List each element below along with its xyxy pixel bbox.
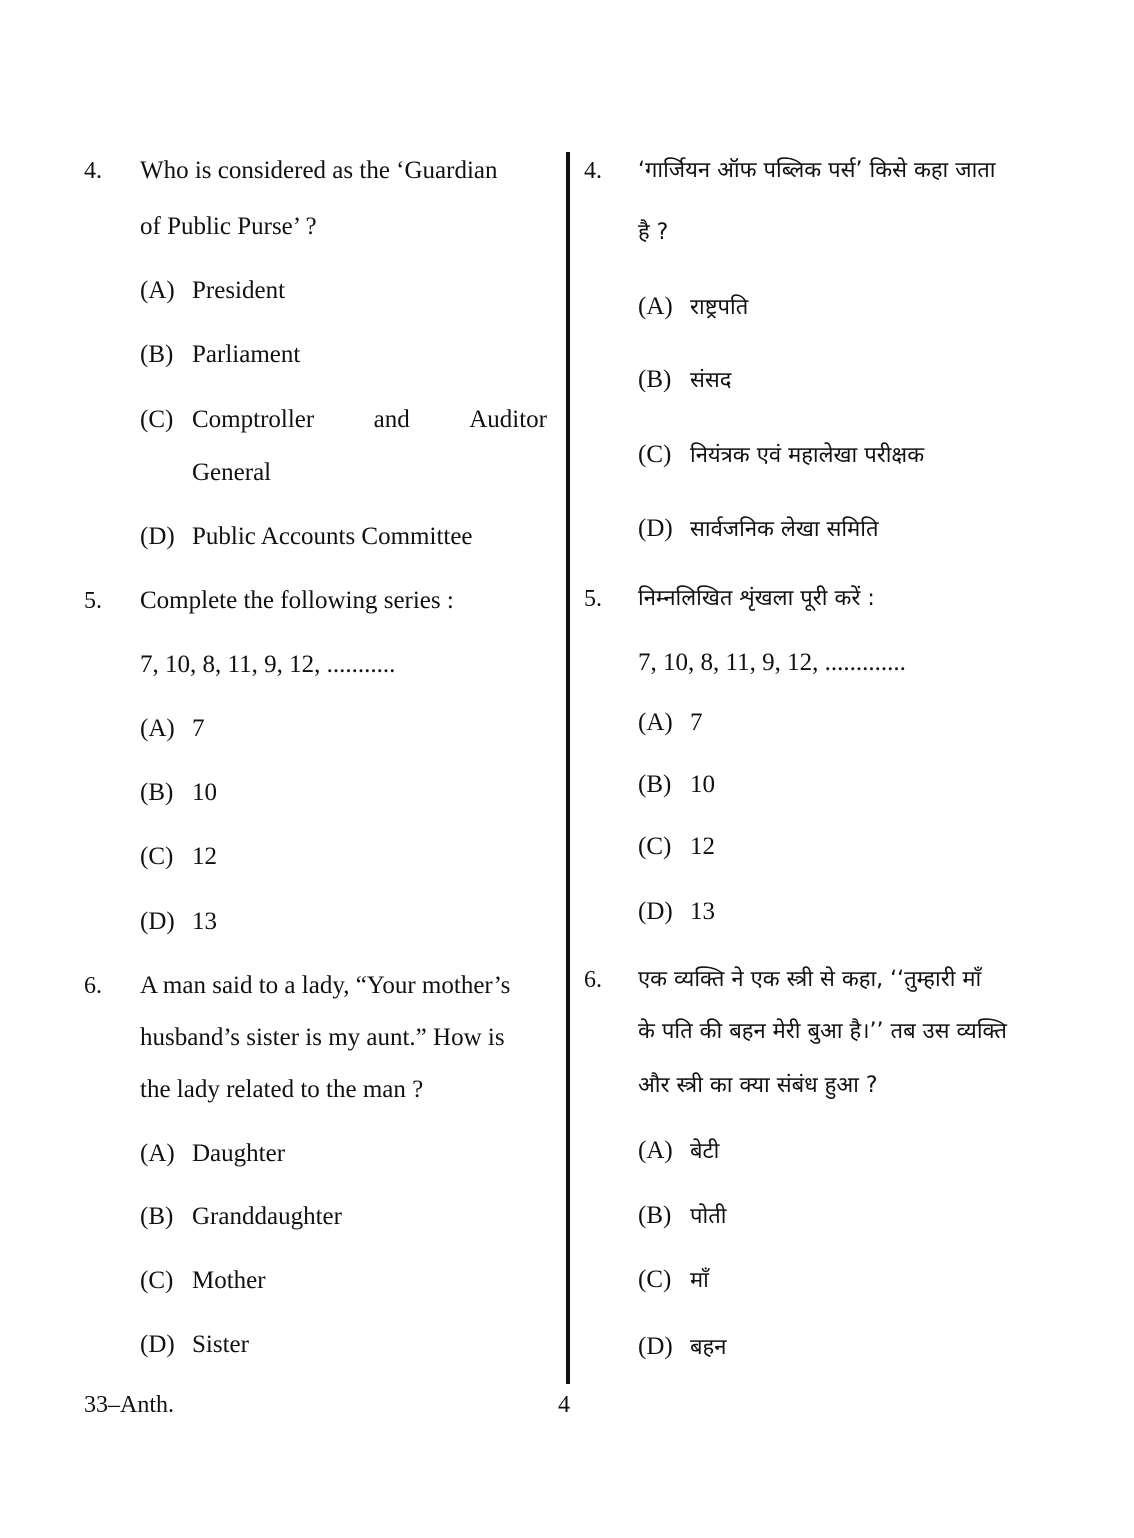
question-number: 4. <box>84 158 102 184</box>
option-letter: (C) <box>140 1267 174 1294</box>
option-b <box>638 365 731 396</box>
option-d <box>140 1330 249 1360</box>
series-text: 7, 10, 8, 11, 9, 12, ........... <box>140 651 396 678</box>
question-text: Complete the following series : <box>140 587 454 614</box>
option-d <box>638 897 715 927</box>
option-text: 12 <box>192 843 217 870</box>
option-letter: (D) <box>638 515 673 542</box>
option-word: and <box>373 406 410 433</box>
option-text: बेटी <box>690 1139 720 1164</box>
option-text: माँ <box>690 1268 709 1293</box>
question-text: the lady related to the man ? <box>140 1076 424 1103</box>
option-text: संसद <box>690 368 732 393</box>
option-a <box>638 1136 719 1167</box>
option-letter: (B) <box>140 341 174 368</box>
option-letter: (D) <box>140 1331 175 1358</box>
option-text: Public Accounts Committee <box>192 523 473 550</box>
option-c <box>140 1266 266 1296</box>
option-text: Mother <box>192 1267 266 1294</box>
option-text: राष्ट्रपति <box>690 295 749 320</box>
option-text: 7 <box>690 709 703 736</box>
option-c <box>638 440 924 471</box>
question-text: Who is considered as the ‘Guardian <box>140 157 498 184</box>
question-text: और स्त्री का क्या संबंध हुआ ? <box>638 1073 878 1098</box>
option-text: 12 <box>690 833 715 860</box>
question-number: 5. <box>584 586 602 612</box>
paper-code: 33–Anth. <box>84 1392 174 1418</box>
option-letter: (C) <box>638 1266 672 1293</box>
question-text: of Public Purse’ ? <box>140 213 317 240</box>
option-letter: (A) <box>140 715 175 742</box>
option-letter: (A) <box>140 1140 175 1167</box>
question-number: 4. <box>584 158 602 184</box>
question-number: 5. <box>84 588 102 614</box>
option-letter: (A) <box>140 277 175 304</box>
option-letter: (B) <box>140 779 174 806</box>
option-letter: (B) <box>638 1202 672 1229</box>
option-letter: (A) <box>638 1137 673 1164</box>
column-divider <box>566 152 570 1384</box>
option-c <box>638 832 715 862</box>
option-d <box>140 522 473 552</box>
option-b <box>638 770 715 800</box>
option-text: Parliament <box>192 341 301 368</box>
option-letter: (A) <box>638 293 673 320</box>
option-a <box>638 292 748 323</box>
question-number: 6. <box>584 967 602 993</box>
option-text: 13 <box>690 898 715 925</box>
option-d <box>638 514 879 545</box>
option-text-continued: General <box>192 459 272 486</box>
option-a <box>140 276 285 306</box>
option-text: 10 <box>192 779 217 806</box>
option-text: 10 <box>690 771 715 798</box>
option-d <box>638 1332 726 1363</box>
option-b <box>140 340 300 370</box>
option-text: Daughter <box>192 1140 286 1167</box>
option-text: President <box>192 277 286 304</box>
option-letter: (D) <box>140 908 175 935</box>
option-c <box>140 842 217 872</box>
question-text: निम्नलिखित शृंखला पूरी करें : <box>638 586 875 611</box>
option-letter: (D) <box>638 898 673 925</box>
question-text: है ? <box>638 220 669 245</box>
option-letter: (B) <box>140 1203 174 1230</box>
question-number: 6. <box>84 973 102 999</box>
question-text: ‘गार्जियन ऑफ पब्लिक पर्स’ किसे कहा जाता <box>638 158 996 183</box>
option-a <box>140 1139 285 1169</box>
option-text: पोती <box>690 1204 727 1229</box>
question-text: A man said to a lady, “Your mother’s <box>140 972 511 999</box>
question-text: husband’s sister is my aunt.” How is <box>140 1024 505 1051</box>
option-letter: (C) <box>638 441 672 468</box>
option-letter: (D) <box>140 523 175 550</box>
option-c <box>140 405 192 435</box>
option-a <box>638 708 703 738</box>
option-text: बहन <box>690 1335 727 1360</box>
option-c <box>638 1265 709 1296</box>
page-number: 4 <box>558 1392 570 1418</box>
option-letter: (C) <box>638 833 672 860</box>
option-text: 13 <box>192 908 217 935</box>
option-text: 7 <box>192 715 205 742</box>
option-text: Granddaughter <box>192 1203 342 1230</box>
option-letter: (D) <box>638 1333 673 1360</box>
option-b <box>638 1201 726 1232</box>
option-letter: (B) <box>638 366 672 393</box>
option-a <box>140 714 205 744</box>
option-b <box>140 1202 342 1232</box>
option-letter: (B) <box>638 771 672 798</box>
option-letter: (C) <box>140 406 174 433</box>
series-text: 7, 10, 8, 11, 9, 12, ............. <box>638 649 906 676</box>
question-text: के पति की बहन मेरी बुआ है।’’ तब उस व्यक्ति <box>638 1019 1007 1044</box>
option-word: Auditor <box>469 406 547 433</box>
option-letter: (C) <box>140 843 174 870</box>
option-text: सार्वजनिक लेखा समिति <box>690 517 879 542</box>
option-b <box>140 778 217 808</box>
option-text: नियंत्रक एवं महालेखा परीक्षक <box>690 443 925 468</box>
option-d <box>140 907 217 937</box>
option-word: Comptroller <box>192 406 315 433</box>
option-text: Sister <box>192 1331 249 1358</box>
option-text <box>192 405 547 435</box>
question-text: एक व्यक्ति ने एक स्त्री से कहा, ‘‘तुम्हारी माँ <box>638 967 982 992</box>
option-letter: (A) <box>638 709 673 736</box>
